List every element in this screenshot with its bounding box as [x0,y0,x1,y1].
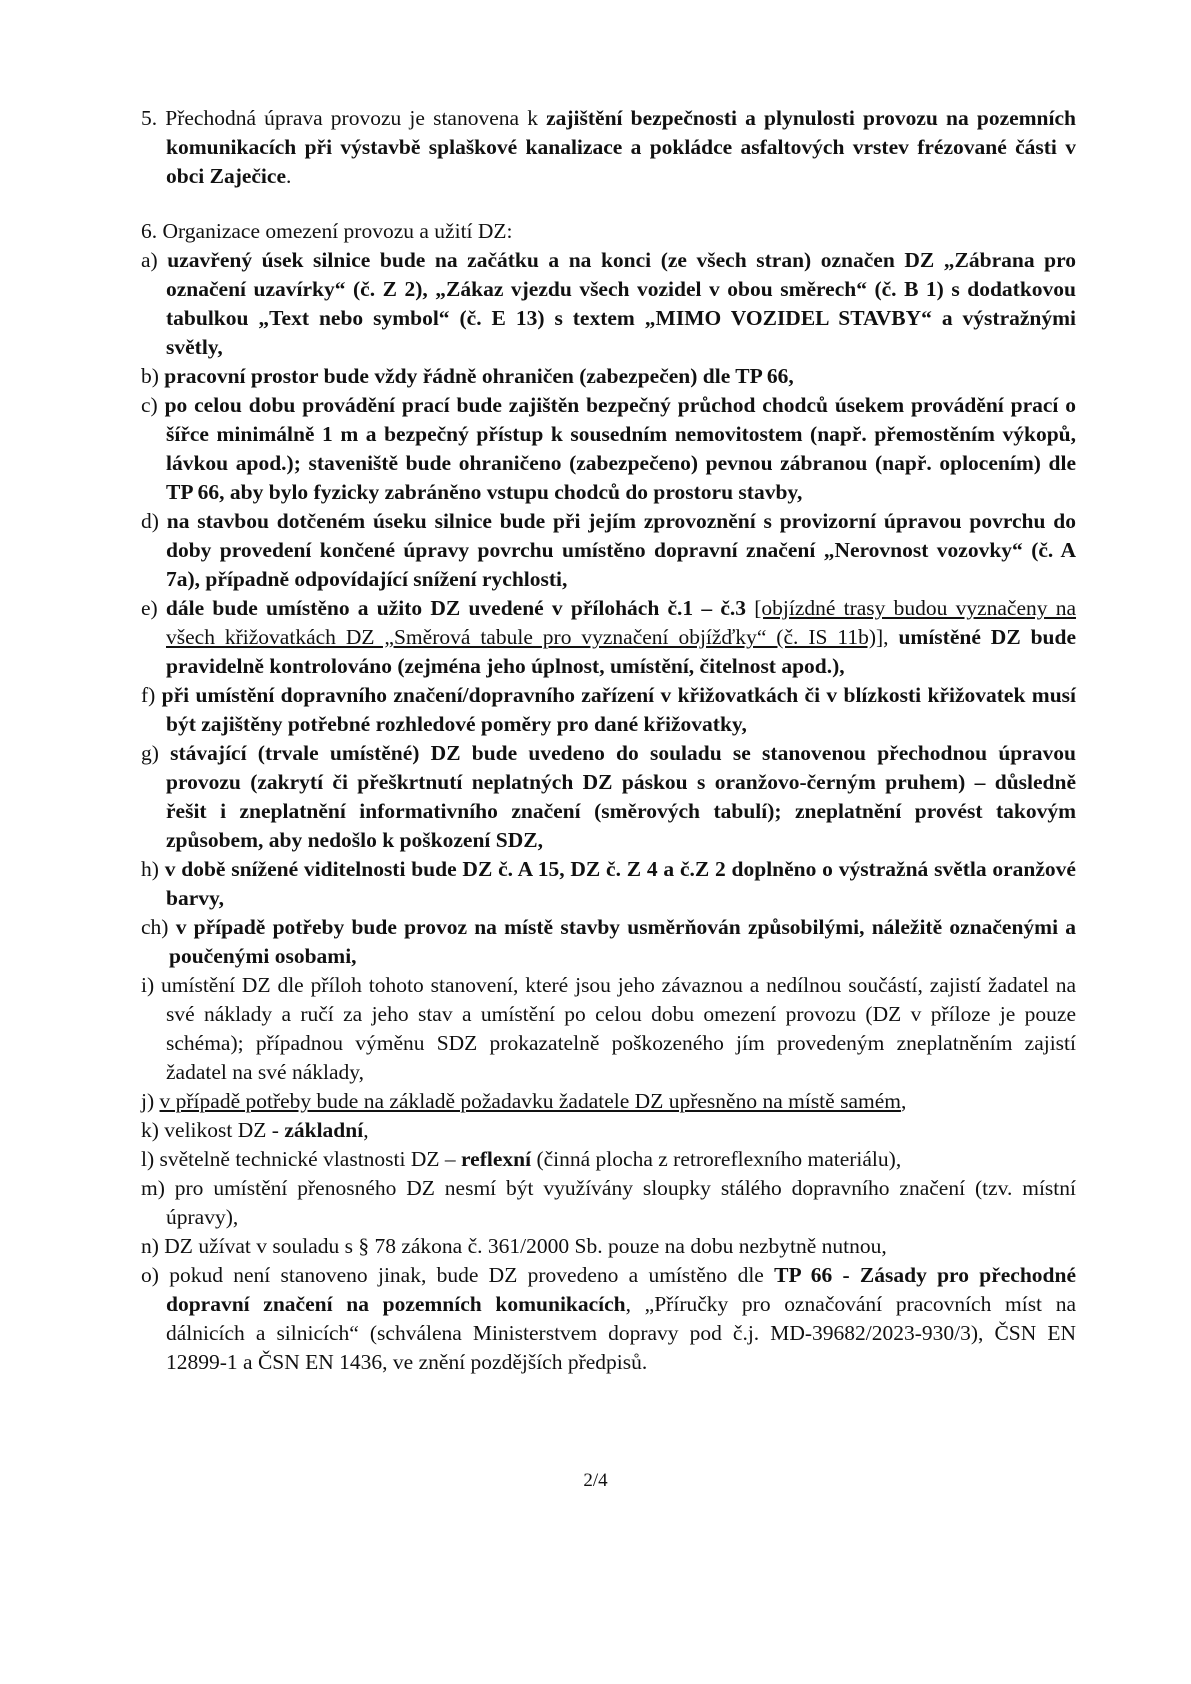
item-k-tail: , [363,1118,369,1142]
item-h [141,855,1076,913]
section-5-bold: zajištění bezpečnosti a plynulosti provozu na pozemních komunikacích při výstavbě splaškové kanalizace a pokládce asfaltových vrstev frézované části v obci Zaječice [166,106,1076,188]
item-o-bold: TP 66 - Zásady pro přechodné dopravní značení na pozemních komunikacích [166,1263,1076,1316]
item-e [141,594,1076,681]
item-l-bold: reflexní [461,1147,532,1171]
section-5-lead: 5. Přechodná úprava provozu je stanovena k [141,106,547,130]
item-m: m) pro umístění přenosného DZ nesmí být využívány sloupky stálého dopravního značení (tzv. místní úpravy), [141,1176,1076,1229]
item-c-text: po celou dobu provádění prací bude zajištěn bezpečný průchod chodců úsekem provádění prací o šířce minimálně 1 m a bezpečný přístup k sousedním nemovitostem (např. přemostěním výkopů, lávkou apod.); staveniště bude ohraničeno (zabezpečeno) pevnou zábranou (např. oplocením) dle TP 66, aby bylo fyzicky zabráněno vstupu chodců do prostoru stavby, [164,393,1076,504]
item-e-comma: , [883,625,899,649]
item-b-text: pracovní prostor bude vždy řádně ohraničen (zabezpečen) dle TP 66, [164,364,794,388]
item-d [141,507,1076,594]
item-e-bold-2: umístěné DZ bude pravidelně kontrolováno (zejména jeho úplnost, umístění, čitelnost apod.), [166,625,1077,678]
item-ch-text: v případě potřeby bude provoz na místě stavby usměrňován způsobilými, náležitě označenými a poučenými osobami, [169,915,1077,968]
item-l-lead: l) světelně technické vlastnosti DZ – [141,1147,462,1171]
section-6-heading: 6. Organizace omezení provozu a užití DZ: [141,219,513,243]
item-b [141,362,1076,391]
item-h-marker: h) [141,857,165,881]
item-j-underlined: v případě potřeby bude na základě požadavku žadatele DZ upřesněno na místě samém [159,1089,901,1113]
item-d-marker: d) [141,509,167,533]
item-b-marker: b) [141,364,165,388]
item-ch [141,913,1076,971]
section-5-tail: . [286,164,292,188]
item-e-space [746,596,754,620]
item-k-lead: k) velikost DZ - [141,1118,285,1142]
document-body [141,104,1076,1377]
item-k-bold: základní [284,1118,364,1142]
item-l-tail: (činná plocha z retroreflexního materiálu), [531,1147,902,1171]
section-5 [141,104,1076,191]
item-d-text: na stavbou dotčeném úseku silnice bude při jejím zprovoznění s provizorní úpravou povrchu do doby provedení končené úpravy povrchu umístěno dopravní značení „Nerovnost vozovky“ (č. A 7a), případně odpovídající snížení rychlosti, [166,509,1076,591]
item-o-tail: , „Příručky pro označování pracovních míst na dálnicích a silnicích“ (schválena Ministerstvem dopravy pod č.j. MD-39682/2023-930/3), ČSN EN 12899-1 a ČSN EN 1436, ve znění pozdějších předpisů. [166,1292,1076,1374]
item-a-text: uzavřený úsek silnice bude na začátku a na konci (ze všech stran) označen DZ „Zábrana pro označení uzavírky“ (č. Z 2), „Zákaz vjezdu všech vozidel v obou směrech“ (č. B 1) s dodatkovou tabulkou „Text nebo symbol“ (č. E 13) s textem „MIMO VOZIDEL STAVBY“ a výstražnými světly, [166,248,1077,359]
item-f [141,681,1076,739]
item-e-bold-1: dále bude umístěno a užito DZ uvedené v přílohách č.1 – č.3 [165,596,746,620]
item-e-marker: e) [141,596,166,620]
item-f-text: při umístění dopravního značení/dopravního zařízení v křižovatkách či v blízkosti křižovatek musí být zajištěny potřebné rozhledové poměry pro dané křižovatky, [161,683,1076,736]
item-h-text: v době snížené viditelnosti bude DZ č. A 15, DZ č. Z 4 a č.Z 2 doplněno o výstražná světla oranžové barvy, [164,857,1076,910]
item-a-marker: a) [141,248,168,272]
item-g-text: stávající (trvale umístěné) DZ bude uvedeno do souladu se stanovenou přechodnou úpravou provozu (zakrytí či přeškrtnutí neplatných DZ páskou s oranžovo-černým pruhem) – důsledně řešit i zneplatnění informativního značení (směrových tabulí); zneplatnění provést takovým způsobem, aby nedošlo k poškození SDZ, [166,741,1076,852]
item-c-marker: c) [141,393,165,417]
item-k [141,1116,1076,1145]
page-number: 2/4 [583,1470,608,1491]
item-l [141,1145,1076,1174]
item-g [141,739,1076,855]
item-o-lead: o) pokud není stanoveno jinak, bude DZ provedeno a umístěno dle [141,1263,775,1287]
item-j-marker: j) [141,1089,160,1113]
item-i: i) umístění DZ dle příloh tohoto stanovení, které jsou jeho závaznou a nedílnou součástí, zajistí žadatel na své náklady a ručí za jeho stav a umístění po celou dobu omezení provozu (DZ v příloze je pouze schéma); případnou výměnu SDZ prokazatelně poškozeného jím provedeným zneplatněním zajistí žadatel na své náklady, [141,973,1076,1084]
spacer [141,191,1076,217]
item-j-tail: , [900,1089,907,1113]
item-e-underlined: [objízdné trasy budou vyznačeny na všech křižovatkách DZ „Směrová tabule pro vyznačení objížďky“ (č. IS 11b)] [166,596,1077,649]
item-n: n) DZ užívat v souladu s § 78 zákona č. 361/2000 Sb. pouze na dobu nezbytně nutnou, [141,1234,887,1258]
item-j [141,1087,1076,1116]
item-g-marker: g) [141,741,171,765]
item-f-marker: f) [141,683,162,707]
item-c [141,391,1076,507]
item-ch-marker: ch) [141,915,176,939]
item-a [141,246,1076,362]
item-o [141,1261,1076,1377]
